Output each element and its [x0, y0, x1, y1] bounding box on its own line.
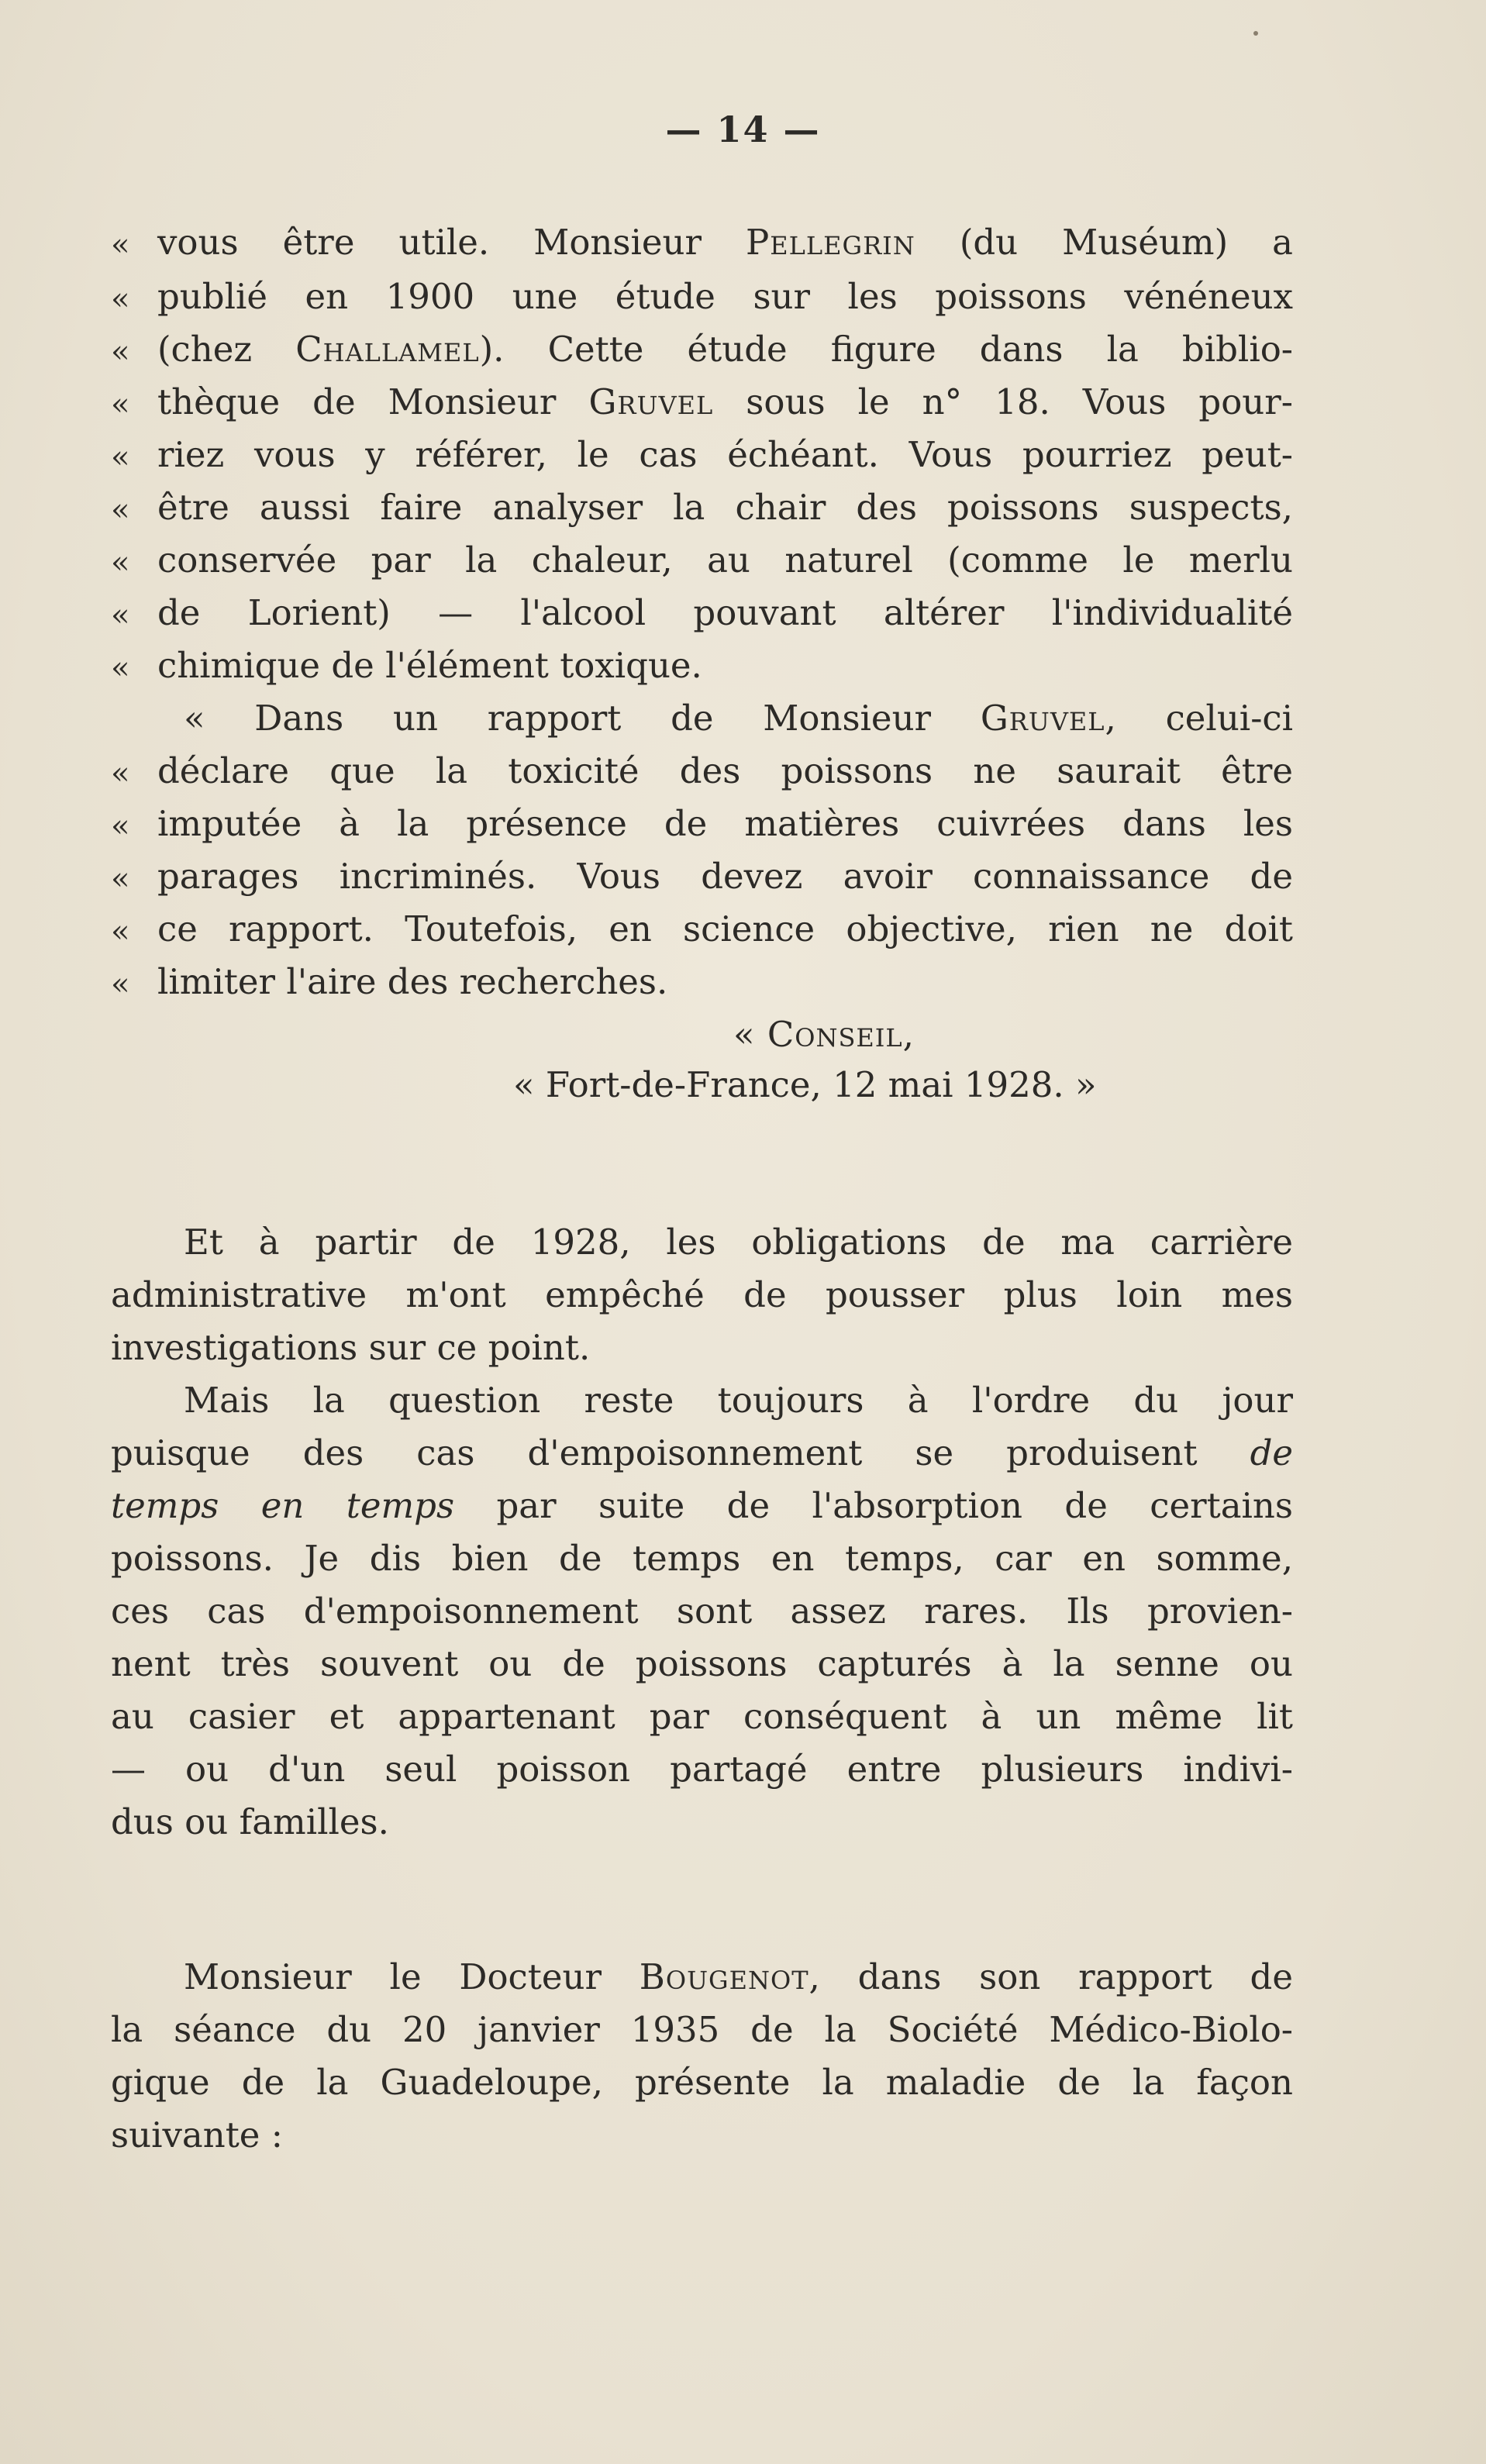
- paragraph-b-line-3: temps en temps par suite de l'absorption de certains: [111, 1485, 1293, 1526]
- quote-mark: «: [111, 227, 130, 263]
- paragraph-a-line-3: investigations sur ce point.: [111, 1327, 591, 1368]
- quote-mark: «: [111, 861, 130, 897]
- letter-para2-line-3: imputée à la présence de matières cuivrées dans les: [157, 803, 1293, 844]
- page-number: — 14 —: [665, 109, 821, 150]
- letter-line-4: thèque de Monsieur Gruvel sous le n° 18. Vous pour-: [157, 381, 1293, 422]
- letter-para2-line-1: « Dans un rapport de Monsieur Gruvel, celui-ci: [184, 698, 1293, 739]
- quote-mark: «: [111, 967, 130, 1002]
- paragraph-b-line-5: ces cas d'empoisonnement sont assez rares. Ils provien-: [111, 1590, 1293, 1632]
- paragraph-b-line-2: puisque des cas d'empoisonnement se produisent de: [111, 1432, 1293, 1473]
- letter-para2-line-2: déclare que la toxicité des poissons ne saurait être: [157, 750, 1293, 791]
- letter-line-6: être aussi faire analyser la chair des poissons suspects,: [157, 487, 1293, 528]
- letter-line-5: riez vous y référer, le cas échéant. Vous pourriez peut-: [157, 434, 1293, 475]
- paragraph-b-line-7: au casier et appartenant par conséquent à un même lit: [111, 1696, 1293, 1737]
- letter-line-8: de Lorient) — l'alcool pouvant altérer l'individualité: [157, 592, 1293, 633]
- letter-para2-line-6: limiter l'aire des recherches.: [157, 961, 668, 1002]
- paragraph-a-line-2: administrative m'ont empêché de pousser plus loin mes: [111, 1274, 1293, 1315]
- quote-mark: «: [111, 492, 130, 528]
- letter-place-date: « Fort-de-France, 12 mai 1928. »: [513, 1064, 1097, 1105]
- quote-mark: «: [111, 808, 130, 844]
- letter-line-7: conservée par la chaleur, au naturel (comme le merlu: [157, 539, 1293, 581]
- quote-mark: «: [111, 545, 130, 581]
- paragraph-b-line-4: poissons. Je dis bien de temps en temps, car en somme,: [111, 1538, 1293, 1579]
- quote-mark: «: [111, 650, 130, 686]
- quote-mark: «: [111, 439, 130, 475]
- paragraph-b-line-6: nent très souvent ou de poissons capturés à la senne ou: [111, 1643, 1293, 1684]
- letter-para2-line-5: ce rapport. Toutefois, en science objective, rien ne doit: [157, 908, 1293, 949]
- quote-mark: «: [111, 914, 130, 949]
- letter-line-3: (chez Challamel). Cette étude figure dans la biblio-: [157, 329, 1294, 370]
- paper-speck: [1253, 31, 1258, 36]
- paragraph-b-line-1: Mais la question reste toujours à l'ordre du jour: [184, 1380, 1293, 1421]
- quote-mark: «: [111, 598, 130, 633]
- quote-mark: «: [111, 756, 130, 791]
- quote-mark: «: [111, 281, 130, 317]
- quote-mark: «: [111, 387, 130, 422]
- paragraph-b-line-8: — ou d'un seul poisson partagé entre plusieurs indivi-: [111, 1749, 1293, 1790]
- paragraph-c-line-1: Monsieur le Docteur Bougenot, dans son rapport de: [184, 1956, 1293, 1997]
- paragraph-b-line-9: dus ou familles.: [111, 1801, 389, 1842]
- letter-signature: « Conseil,: [733, 1014, 915, 1055]
- letter-line-2: publié en 1900 une étude sur les poissons vénéneux: [157, 276, 1293, 317]
- paragraph-c-line-2: la séance du 20 janvier 1935 de la Société Médico-Biolo-: [111, 2009, 1293, 2050]
- quote-mark: «: [111, 334, 130, 370]
- paragraph-a-line-1: Et à partir de 1928, les obligations de ma carrière: [184, 1222, 1293, 1263]
- paragraph-c-line-4: suivante :: [111, 2114, 283, 2156]
- paragraph-c-line-3: gique de la Guadeloupe, présente la maladie de la façon: [111, 2062, 1293, 2103]
- letter-para2-line-4: parages incriminés. Vous devez avoir connaissance de: [157, 856, 1293, 897]
- letter-line-1: vous être utile. Monsieur Pellegrin (du Muséum) a: [157, 222, 1293, 263]
- letter-line-9: chimique de l'élément toxique.: [157, 645, 702, 686]
